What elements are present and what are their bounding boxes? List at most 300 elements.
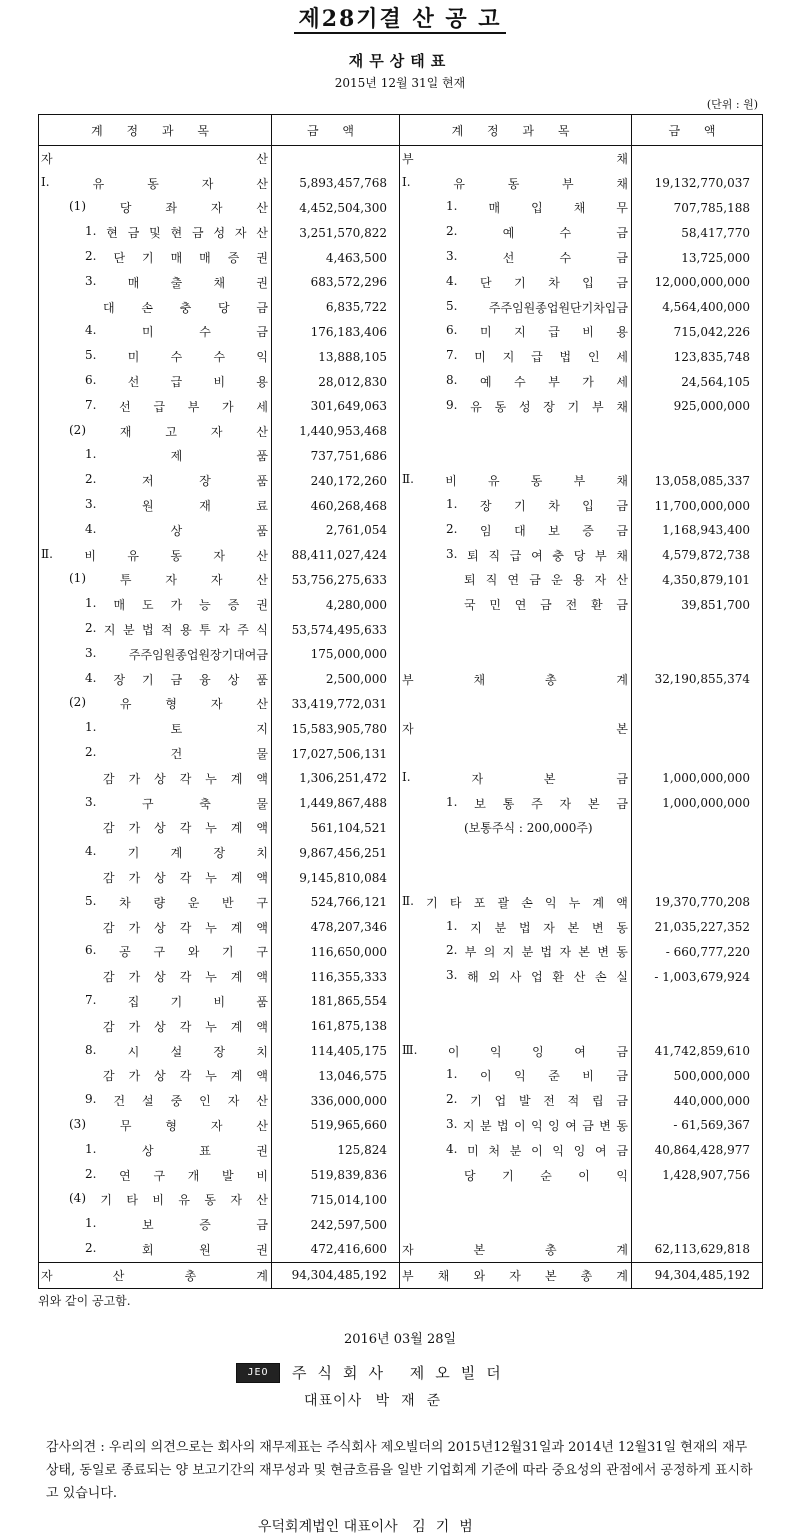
label-char: 산 <box>616 573 628 588</box>
right-account-cell <box>400 468 632 493</box>
left-amount-cell: 53,574,495,633 <box>272 617 400 642</box>
table-row <box>39 1039 763 1064</box>
label-char: 집 <box>127 994 140 1009</box>
right-amount-cell <box>632 1212 763 1237</box>
account-label <box>446 1067 628 1084</box>
account-label <box>402 175 628 192</box>
right-account-cell <box>400 295 632 320</box>
label-char: 미 <box>479 325 492 340</box>
label-char: 치 <box>256 1044 268 1059</box>
table-row <box>39 568 763 593</box>
label-char: 입 <box>582 275 594 290</box>
label-char: 기 <box>426 895 438 910</box>
left-account-cell <box>39 964 272 989</box>
table-row <box>39 716 763 741</box>
left-account-cell <box>39 890 272 915</box>
label-char: 회 <box>142 1242 154 1257</box>
label-char: 산 <box>573 970 586 985</box>
label-char: 기 <box>514 275 526 290</box>
label-char: 충 <box>179 300 192 315</box>
table-row <box>39 1063 763 1088</box>
left-account-cell <box>39 394 272 419</box>
label-char: 퇴 <box>467 548 479 563</box>
label-char: 금 <box>616 226 628 241</box>
left-account-cell <box>39 1262 272 1288</box>
label-char: 기 <box>142 251 154 266</box>
right-account-cell <box>400 171 632 196</box>
left-account-cell <box>39 369 272 394</box>
right-account-cell <box>400 989 632 1014</box>
left-amount-cell: 1,306,251,472 <box>272 766 400 791</box>
label-char: 표 <box>199 1143 211 1158</box>
account-label <box>85 522 268 539</box>
account-label <box>85 497 268 514</box>
label-char: 구 <box>153 1168 166 1183</box>
label-char: 각 <box>179 771 192 786</box>
label-char: 동 <box>530 474 543 489</box>
label-char: 누 <box>568 895 581 910</box>
label-char: 법 <box>559 350 572 365</box>
right-amount-cell <box>632 419 763 444</box>
table-row <box>39 419 763 444</box>
label-char: 권 <box>256 275 268 290</box>
label-char: 반 <box>222 895 234 910</box>
label-char: 1. <box>446 497 458 512</box>
label-char: 익 <box>514 1069 526 1084</box>
left-amount-cell: 176,183,406 <box>272 320 400 345</box>
label-char: 누 <box>205 821 217 836</box>
table-row <box>39 1138 763 1163</box>
label-char: 부 <box>548 375 560 390</box>
label-char: 현 <box>106 226 118 241</box>
left-account-cell <box>39 1163 272 1188</box>
label-char: 동 <box>494 399 507 414</box>
right-account-cell <box>400 245 632 270</box>
account-label <box>41 1267 268 1284</box>
left-account-cell <box>39 493 272 518</box>
label-char: 증 <box>227 598 240 613</box>
account-label <box>69 199 268 216</box>
label-char: 물 <box>256 796 268 811</box>
left-amount-cell: 2,500,000 <box>272 667 400 692</box>
label-char: 기 <box>502 1168 514 1183</box>
label-char: 2. <box>446 943 458 958</box>
label-char: 여 <box>595 1143 607 1158</box>
label-char: 처 <box>488 1143 501 1158</box>
label-char: 실 <box>616 970 628 985</box>
right-amount-cell: 4,350,879,101 <box>632 568 763 593</box>
label-char: 동 <box>507 176 520 191</box>
account-label <box>85 596 268 613</box>
label-char: 입 <box>531 201 543 216</box>
left-account-cell <box>39 989 272 1014</box>
label-char: 량 <box>153 895 166 910</box>
left-account-cell <box>39 1212 272 1237</box>
table-row <box>39 1187 763 1212</box>
label-char: 축 <box>199 796 211 811</box>
company-line <box>236 1362 512 1383</box>
right-amount-cell <box>632 1187 763 1212</box>
label-char: 8. <box>85 1042 97 1057</box>
label-char: 3. <box>85 273 97 288</box>
label-char: 지 <box>103 623 116 638</box>
label-char: Ⅲ. <box>402 1042 418 1057</box>
label-char: 가 <box>128 771 141 786</box>
account-label <box>85 745 268 762</box>
account-label <box>103 869 268 886</box>
table-row <box>39 493 763 518</box>
account-label <box>402 894 628 911</box>
right-account-cell <box>400 617 632 642</box>
label-char: 차 <box>548 499 560 514</box>
account-label <box>446 373 628 390</box>
account-label <box>446 919 628 936</box>
label-char: 자 <box>471 771 484 786</box>
label-char: 원 <box>199 1242 211 1257</box>
label-char: 보 <box>548 523 560 538</box>
table-row <box>39 320 763 345</box>
left-amount-cell: 116,650,000 <box>272 940 400 965</box>
label-char: 보 <box>142 1218 154 1233</box>
label-char: 익 <box>616 1168 628 1183</box>
label-char: 본 <box>567 920 580 935</box>
label-char: 직 <box>485 573 498 588</box>
table-row <box>39 369 763 394</box>
table-row <box>39 543 763 568</box>
right-account-cell <box>400 568 632 593</box>
label-char: 채 <box>616 474 628 489</box>
right-amount-cell <box>632 716 763 741</box>
label-char: 세 <box>256 399 268 414</box>
right-account-cell <box>400 766 632 791</box>
right-amount-cell <box>632 741 763 766</box>
label-char: 좌 <box>165 201 177 216</box>
right-amount-cell: 1,000,000,000 <box>632 791 763 816</box>
left-account-cell <box>39 716 272 741</box>
left-amount-cell: 1,440,953,468 <box>272 419 400 444</box>
label-char: 동 <box>204 1193 216 1208</box>
label-char: 구 <box>256 895 268 910</box>
right-amount-cell <box>632 840 763 865</box>
label-char: 퇴 <box>464 573 476 588</box>
label-char: 단 <box>479 275 492 290</box>
left-account-cell <box>39 642 272 667</box>
table-row <box>39 766 763 791</box>
left-amount-cell: 737,751,686 <box>272 444 400 469</box>
account-label <box>103 1067 268 1084</box>
header-amount-right: 금 액 <box>632 115 763 146</box>
account-label <box>464 1167 628 1184</box>
label-char: 주주임원종업원장기대여금 <box>128 647 268 662</box>
label-char: 당 <box>119 201 132 216</box>
right-amount-cell: 1,000,000,000 <box>632 766 763 791</box>
table-row <box>39 245 763 270</box>
label-char: 계 <box>230 920 243 935</box>
left-account-cell <box>39 171 272 196</box>
label-char: 용 <box>180 623 192 638</box>
label-char: 급 <box>170 375 183 390</box>
label-char: 금 <box>616 523 628 538</box>
right-amount-cell: - 1,003,679,924 <box>632 964 763 989</box>
label-char: 금 <box>127 226 140 241</box>
account-label <box>85 1216 268 1233</box>
label-char: 품 <box>256 523 268 538</box>
label-char: 출 <box>170 275 183 290</box>
right-account-cell <box>400 1063 632 1088</box>
label-char: 충 <box>552 548 565 563</box>
right-account-cell <box>400 320 632 345</box>
label-char: 분 <box>509 1143 522 1158</box>
label-char: 산 <box>256 424 268 439</box>
account-label <box>85 795 268 812</box>
label-char: 토 <box>170 722 183 737</box>
label-char: 자 <box>213 548 225 563</box>
account-label <box>446 274 628 291</box>
label-char: 적 <box>161 623 173 638</box>
account-label <box>446 1117 628 1134</box>
label-char: 기 <box>567 399 580 414</box>
account-label <box>402 472 628 489</box>
label-char: 누 <box>205 771 217 786</box>
account-label <box>464 571 628 588</box>
account-label <box>85 1092 268 1109</box>
label-char: 수 <box>559 226 572 241</box>
account-label <box>446 1092 628 1109</box>
label-char: 기 <box>170 994 183 1009</box>
label-char: 채 <box>616 176 628 191</box>
label-char: 본 <box>587 796 600 811</box>
label-char: 료 <box>256 499 268 514</box>
label-char: 자 <box>218 623 230 638</box>
table-row <box>39 791 763 816</box>
auditor-name: 김기범 <box>412 1519 483 1535</box>
label-char: 채 <box>213 275 226 290</box>
left-amount-cell: 28,012,830 <box>272 369 400 394</box>
left-amount-cell: 336,000,000 <box>272 1088 400 1113</box>
right-account-cell <box>400 716 632 741</box>
label-char: 잉 <box>532 1044 544 1059</box>
account-label <box>402 770 628 787</box>
table-row <box>39 344 763 369</box>
right-amount-cell: 1,168,943,400 <box>632 518 763 543</box>
label-char: 자 <box>594 573 607 588</box>
label-char: 금 <box>256 300 268 315</box>
label-char: 4. <box>446 273 458 288</box>
label-char: 매 <box>199 251 211 266</box>
right-account-cell <box>400 146 632 171</box>
label-char: 입 <box>582 499 594 514</box>
label-char: 총 <box>580 1268 593 1283</box>
right-account-cell <box>400 1187 632 1212</box>
label-char: 도 <box>142 598 154 613</box>
label-char: 용 <box>256 375 268 390</box>
ceo-line <box>304 1390 452 1410</box>
label-char: 3. <box>85 497 97 512</box>
label-char: 1. <box>85 1141 97 1156</box>
audit-opinion: 감사의견 : 우리의 의견으로는 회사의 재무제표는 주식회사 제오빌더의 2015년12월31일과 2014년 12월31일 현재의 재무상태, 동일로 종료되는 양 보고기간의 재무성과 및 현금흐름을 일반 기업회계 기준에 따라 중요성의 관점에서 공정하게 표시하고 있습니다. <box>46 1440 753 1501</box>
label-char: 급 <box>548 325 560 340</box>
table-row <box>39 444 763 469</box>
label-char: 보 <box>474 796 486 811</box>
label-char: 단 <box>113 251 126 266</box>
label-char: 투 <box>199 623 211 638</box>
label-char: 산 <box>256 1094 268 1109</box>
account-label <box>85 646 268 663</box>
label-char: 품 <box>256 672 268 687</box>
label-char: 산 <box>256 548 268 563</box>
label-char: 부 <box>573 474 586 489</box>
label-char: 채 <box>437 1268 450 1283</box>
label-char: 무 <box>119 1118 132 1133</box>
label-char: 권 <box>256 598 268 613</box>
label-char: 수 <box>213 350 226 365</box>
right-account-cell <box>400 1262 632 1288</box>
label-char: 감 <box>103 771 115 786</box>
label-char: 여 <box>531 548 543 563</box>
label-char: 투 <box>119 573 132 588</box>
label-char: 미 <box>474 350 486 365</box>
label-char: 유 <box>119 697 132 712</box>
label-char: 급 <box>531 350 543 365</box>
label-char: 감 <box>103 1069 115 1084</box>
ceo-title: 대표이사 <box>304 1393 363 1409</box>
label-char: 설 <box>142 1094 154 1109</box>
notice-statement: 위와 같이 공고함. <box>38 1294 131 1308</box>
left-account-cell <box>39 1063 272 1088</box>
left-account-cell <box>39 915 272 940</box>
label-char: 자 <box>230 1193 242 1208</box>
right-account-cell <box>400 369 632 394</box>
right-account-cell <box>400 940 632 965</box>
account-label <box>69 423 268 440</box>
left-amount-cell: 17,027,506,131 <box>272 741 400 766</box>
label-char: 유 <box>127 548 139 563</box>
label-char: 계 <box>592 895 605 910</box>
left-amount-cell: 88,411,027,424 <box>272 543 400 568</box>
label-char: 본 <box>616 722 628 737</box>
table-row <box>39 890 763 915</box>
left-account-cell <box>39 146 272 171</box>
label-char: 자 <box>509 1268 521 1283</box>
label-char: 부 <box>187 399 200 414</box>
label-char: 총 <box>544 1242 557 1257</box>
label-char: 3. <box>85 645 97 660</box>
right-account-cell <box>400 444 632 469</box>
label-char: 연 <box>514 598 527 613</box>
label-char: 저 <box>142 474 154 489</box>
label-char: 립 <box>592 1094 604 1109</box>
label-char: 총 <box>184 1268 197 1283</box>
right-amount-cell: 1,428,907,756 <box>632 1163 763 1188</box>
label-char: 세 <box>616 375 628 390</box>
label-char: 3. <box>446 968 458 983</box>
label-char: 중 <box>170 1094 183 1109</box>
label-char: 가 <box>582 375 594 390</box>
account-label <box>85 373 268 390</box>
label-char: 비 <box>84 548 96 563</box>
label-char: 채 <box>573 201 586 216</box>
table-row <box>39 1237 763 1262</box>
label-char: 품 <box>256 449 268 464</box>
account-label <box>85 894 268 911</box>
label-char: 감 <box>103 1019 115 1034</box>
label-char: 증 <box>199 1218 211 1233</box>
label-char: 동 <box>616 920 628 935</box>
left-amount-cell: 715,014,100 <box>272 1187 400 1212</box>
left-account-cell <box>39 692 272 717</box>
label-char: 능 <box>199 598 211 613</box>
label-char: 금 <box>616 796 628 811</box>
label-char: 자 <box>234 226 247 241</box>
account-label <box>446 348 628 365</box>
label-char: 본 <box>473 1242 486 1257</box>
label-char: 장 <box>213 846 226 861</box>
right-amount-cell <box>632 146 763 171</box>
table-row <box>39 840 763 865</box>
label-char: 5. <box>446 298 458 313</box>
account-label <box>85 1142 268 1159</box>
label-char: 자 <box>227 1094 240 1109</box>
label-char: 동 <box>170 548 182 563</box>
account-label <box>41 175 268 192</box>
account-label <box>85 398 268 415</box>
left-amount-cell: 175,000,000 <box>272 642 400 667</box>
left-account-cell <box>39 295 272 320</box>
account-label <box>446 224 628 241</box>
left-amount-cell: 6,835,722 <box>272 295 400 320</box>
label-char: 자 <box>201 176 214 191</box>
table-row <box>39 518 763 543</box>
label-char: 금 <box>256 1218 268 1233</box>
label-char: 상 <box>154 920 166 935</box>
table-row <box>39 1014 763 1039</box>
label-char: 비 <box>213 375 226 390</box>
table-header-row <box>39 115 763 146</box>
left-amount-cell: 683,572,296 <box>272 270 400 295</box>
label-char: 장 <box>199 474 211 489</box>
left-amount-cell: 15,583,905,780 <box>272 716 400 741</box>
label-char: 기 <box>100 1193 112 1208</box>
label-char: 의 <box>483 945 496 960</box>
label-char: 인 <box>587 350 600 365</box>
label-char: 포 <box>473 895 486 910</box>
label-char: 전 <box>543 1094 555 1109</box>
label-char: 2. <box>85 472 97 487</box>
label-char: 국 <box>464 598 476 613</box>
label-char: 자 <box>559 796 572 811</box>
label-char: 손 <box>521 895 533 910</box>
label-char: 매 <box>113 598 126 613</box>
account-label <box>103 770 268 787</box>
label-char: 비 <box>582 325 594 340</box>
label-char: 구 <box>153 945 166 960</box>
label-char: (1) <box>69 199 86 214</box>
label-char: 자 <box>210 201 223 216</box>
account-label <box>464 819 628 836</box>
left-account-cell <box>39 1187 272 1212</box>
label-char: 부 <box>402 672 414 687</box>
label-char: Ⅰ. <box>41 174 50 189</box>
label-char: 본 <box>544 1268 557 1283</box>
label-char: 1. <box>446 794 458 809</box>
account-label <box>446 522 628 539</box>
label-char: 업 <box>494 1094 507 1109</box>
left-account-cell <box>39 840 272 865</box>
label-char: 기 <box>470 1094 482 1109</box>
label-char: 채 <box>616 399 628 414</box>
label-char: 지 <box>470 920 482 935</box>
account-label <box>41 150 268 167</box>
